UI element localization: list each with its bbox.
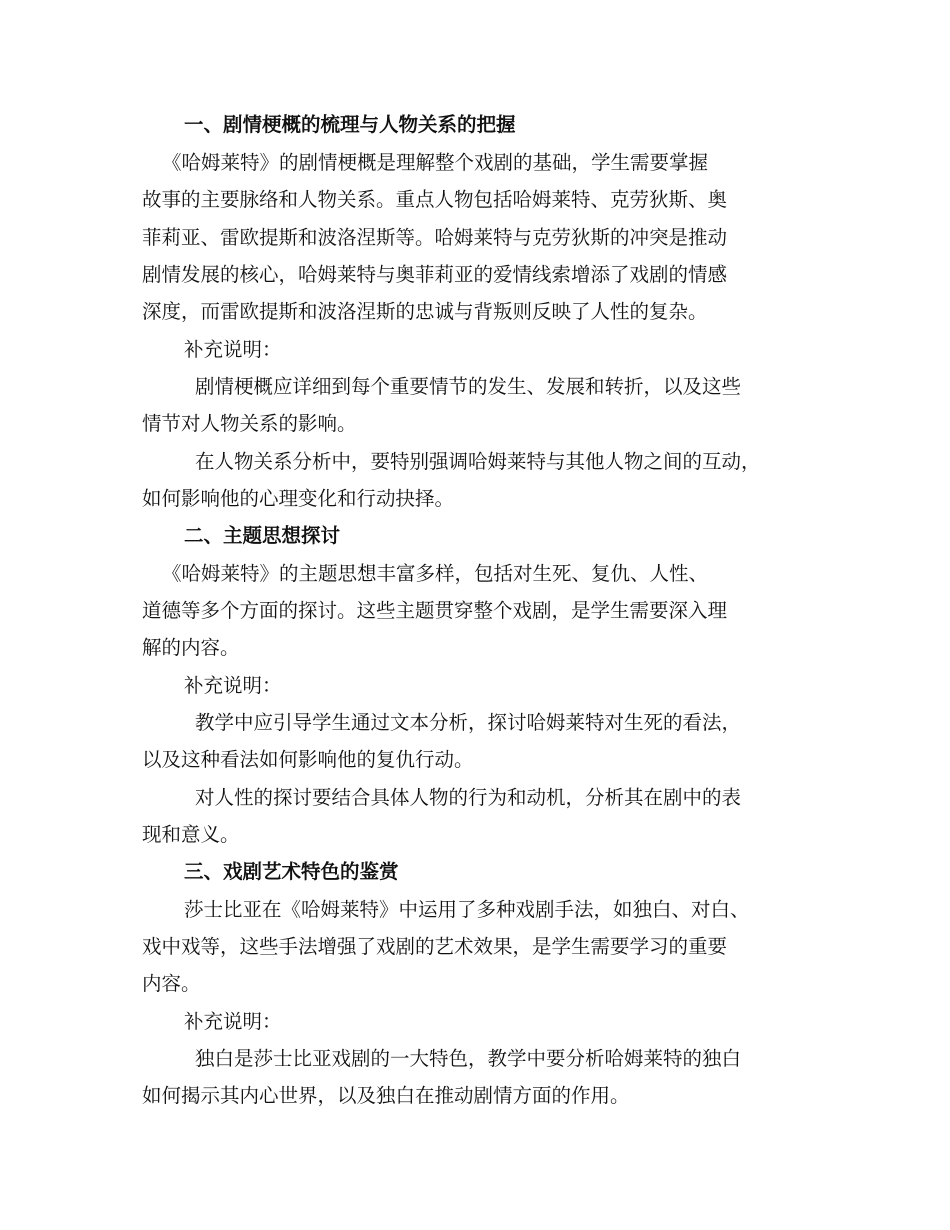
paragraph-line: 剧情发展的核心，哈姆莱特与奥菲莉亚的爱情线索增添了戏剧的情感 [142, 263, 728, 286]
paragraph-line: 在人物关系分析中，要特别强调哈姆莱特与其他人物之间的互动， [195, 450, 761, 473]
paragraph-line: 深度，而雷欧提斯和波洛涅斯的忠诚与背叛则反映了人性的复杂。 [142, 300, 708, 323]
paragraph-line: 以及这种看法如何影响他的复仇行动。 [142, 748, 474, 771]
paragraph-line: 莎士比亚在《哈姆莱特》中运用了多种戏剧手法，如独白、对白、 [184, 898, 750, 921]
paragraph-line: 内容。 [142, 972, 201, 995]
paragraph-line: 《哈姆莱特》的主题思想丰富多样，包括对生死、复仇、人性、 [162, 562, 709, 585]
paragraph-line: 剧情梗概应详细到每个重要情节的发生、发展和转折，以及这些 [195, 375, 742, 398]
section-heading-2: 二、主题思想探讨 [184, 524, 341, 547]
paragraph-line: 戏中戏等，这些手法增强了戏剧的艺术效果，是学生需要学习的重要 [142, 935, 728, 958]
paragraph-line: 现和意义。 [142, 823, 240, 846]
paragraph-line: 独白是莎士比亚戏剧的一大特色，教学中要分析哈姆莱特的独白 [195, 1047, 742, 1070]
paragraph-line: 情节对人物关系的影响。 [142, 412, 357, 435]
paragraph-line: 菲莉亚、雷欧提斯和波洛涅斯等。哈姆莱特与克劳狄斯的冲突是推动 [142, 226, 728, 249]
paragraph-line: 如何揭示其内心世界，以及独白在推动剧情方面的作用。 [142, 1084, 630, 1107]
paragraph-line: 如何影响他的心理变化和行动抉择。 [142, 487, 455, 510]
paragraph-line: 对人性的探讨要结合具体人物的行为和动机，分析其在剧中的表 [195, 786, 742, 809]
paragraph-line: 故事的主要脉络和人物关系。重点人物包括哈姆莱特、克劳狄斯、奥 [142, 188, 728, 211]
section-heading-3: 三、戏剧艺术特色的鉴赏 [184, 860, 399, 883]
supplement-label: 补充说明： [184, 338, 282, 361]
paragraph-line: 道德等多个方面的探讨。这些主题贯穿整个戏剧，是学生需要深入理 [142, 599, 728, 622]
supplement-label: 补充说明： [184, 674, 282, 697]
paragraph-line: 教学中应引导学生通过文本分析，探讨哈姆莱特对生死的看法， [195, 711, 742, 734]
supplement-label: 补充说明： [184, 1010, 282, 1033]
paragraph-line: 解的内容。 [142, 636, 240, 659]
section-heading-1: 一、剧情梗概的梳理与人物关系的把握 [184, 113, 516, 136]
paragraph-line: 《哈姆莱特》的剧情梗概是理解整个戏剧的基础，学生需要掌握 [162, 151, 709, 174]
